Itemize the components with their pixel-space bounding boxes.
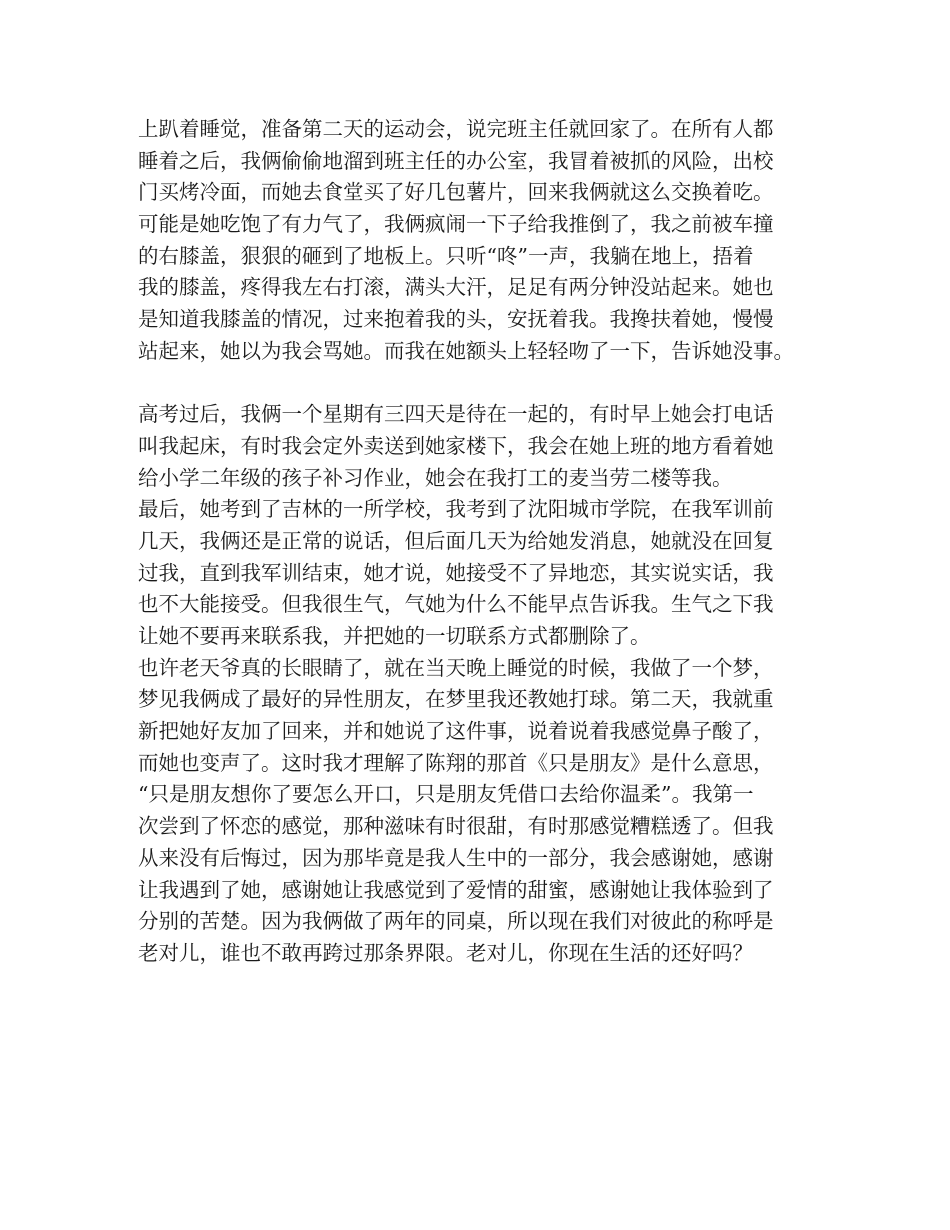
text-line: 从来没有后悔过，因为那毕竟是我人生中的一部分，我会感谢她，感谢 <box>138 845 774 870</box>
body-text <box>138 114 838 970</box>
text-line: 上趴着睡觉，准备第二天的运动会，说完班主任就回家了。在所有人都 <box>138 117 774 141</box>
text-line: 让我遇到了她，感谢她让我感觉到了爱情的甜蜜，感谢她让我体验到了 <box>138 877 774 902</box>
text-line: 叫我起床，有时我会定外卖送到她家楼下，我会在她上班的地方看着她 <box>138 433 774 458</box>
text-line: 老对儿，谁也不敢再跨过那条界限。老对儿，你现在生活的还好吗？ <box>138 940 753 965</box>
text-line: 次尝到了怀恋的感觉，那种滋味有时很甜，有时那感觉糟糕透了。但我 <box>138 814 774 839</box>
paragraph-gap <box>138 368 838 400</box>
text-line: 最后，她考到了吉林的一所学校，我考到了沈阳城市学院，在我军训前 <box>138 497 774 522</box>
text-line: 是知道我膝盖的情况，过来抱着我的头，安抚着我。我搀扶着她，慢慢 <box>138 307 774 332</box>
text-line: 我的膝盖，疼得我左右打滚，满头大汗，足足有两分钟没站起来。她也 <box>138 275 774 300</box>
text-line: 也不大能接受。但我很生气，气她为什么不能早点告诉我。生气之下我 <box>138 592 774 617</box>
text-line: 梦见我俩成了最好的异性朋友，在梦里我还教她打球。第二天，我就重 <box>138 687 774 712</box>
paragraph-2 <box>138 399 838 969</box>
paragraph-1 <box>138 114 838 368</box>
text-line: 睡着之后，我俩偷偷地溜到班主任的办公室，我冒着被抓的风险，出校 <box>138 148 774 173</box>
text-line: 几天，我俩还是正常的说话，但后面几天为给她发消息，她就没在回复 <box>138 528 774 553</box>
text-line: 分别的苦楚。因为我俩做了两年的同桌，所以现在我们对彼此的称呼是 <box>138 909 774 934</box>
text-line: 给小学二年级的孩子补习作业，她会在我打工的麦当劳二楼等我。 <box>138 465 733 490</box>
text-line: 高考过后，我俩一个星期有三四天是待在一起的，有时早上她会打电话 <box>138 402 774 427</box>
text-line: 也许老天爷真的长眼睛了，就在当天晚上睡觉的时候，我做了一个梦， <box>138 655 774 680</box>
text-line: “只是朋友想你了要怎么开口，只是朋友凭借口去给你温柔”。我第一 <box>138 782 754 807</box>
text-line: 站起来，她以为我会骂她。而我在她额头上轻轻吻了一下，告诉她没事。 <box>138 338 794 363</box>
text-line: 而她也变声了。这时我才理解了陈翔的那首《只是朋友》是什么意思， <box>138 750 774 775</box>
text-line: 可能是她吃饱了有力气了，我俩疯闹一下子给我推倒了，我之前被车撞 <box>138 212 774 237</box>
text-line: 新把她好友加了回来，并和她说了这件事，说着说着我感觉鼻子酸了， <box>138 719 774 744</box>
text-line: 门买烤冷面，而她去食堂买了好几包薯片，回来我俩就这么交换着吃。 <box>138 180 774 205</box>
text-line: 过我，直到我军训结束，她才说，她接受不了异地恋，其实说实话，我 <box>138 560 774 585</box>
text-line: 让她不要再来联系我，并把她的一切联系方式都删除了。 <box>138 624 651 648</box>
text-line: 的右膝盖，狠狠的砸到了地板上。只听“咚”一声，我躺在地上，捂着 <box>138 243 754 268</box>
